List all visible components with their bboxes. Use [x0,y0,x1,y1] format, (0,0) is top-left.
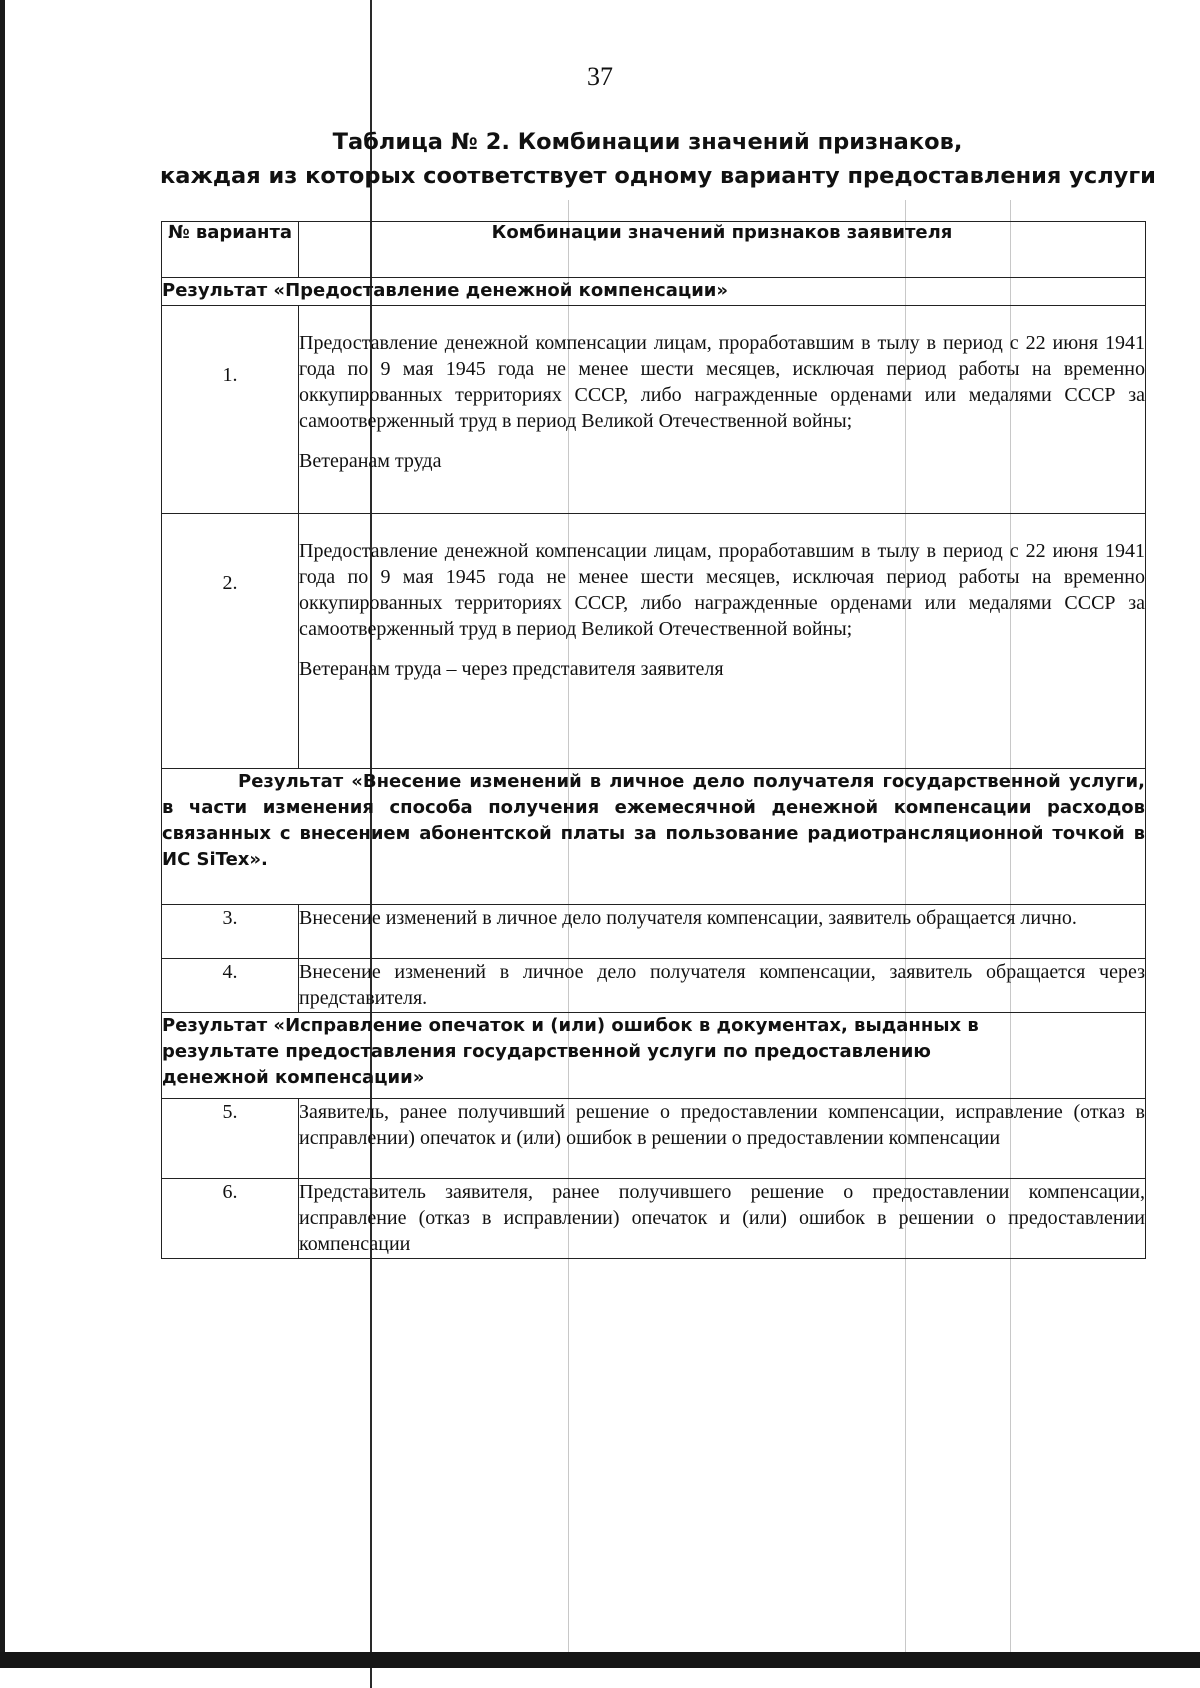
variant-text: Предоставление денежной компенсации лицам, проработавшим в тылу в период с 22 июня 1941 года по 9 мая 1945 года не менее шести месяцев, исключая период работы на временно оккупированных территориях СССР, либо награжденные орденами или медалями СССР за самоотверженный труд в период Великой Отечественной войны; [299,540,1145,640]
variant-description [299,514,1146,769]
variant-number: 5. [162,1099,299,1179]
header-combinations: Комбинации значений признаков заявителя [299,222,1146,278]
page-number: 37 [587,62,613,91]
variant-description [299,306,1146,514]
scan-edge-left [0,0,5,1668]
variants-table [161,221,1146,1259]
table-row [162,959,1146,1013]
variant-number: 4. [162,959,299,1013]
result-row [162,769,1146,905]
variant-text: Предоставление денежной компенсации лицам, проработавшим в тылу в период с 22 июня 1941 года по 9 мая 1945 года не менее шести месяцев, исключая период работы на временно оккупированных территориях СССР, либо награжденные орденами или медалями СССР за самоотверженный труд в период Великой Отечественной войны; [299,332,1145,432]
variant-number: 2. [162,514,299,769]
table-row [162,514,1146,769]
table-title-line-2: каждая из которых соответствует одному варианту предоставления услуги [160,163,1156,189]
variant-number: 3. [162,905,299,959]
table-row [162,905,1146,959]
result-row [162,278,1146,306]
variant-subtext: Ветеранам труда – через представителя заявителя [299,658,724,680]
table-header-row [162,222,1146,278]
variant-description: Внесение изменений в личное дело получателя компенсации, заявитель обращается лично. [299,905,1146,959]
table-title [160,125,1156,193]
variant-description: Внесение изменений в личное дело получателя компенсации, заявитель обращается через представителя. [299,959,1146,1013]
table-row [162,1179,1146,1259]
variant-number: 1. [162,306,299,514]
result-heading: Результат «Предоставление денежной компенсации» [162,278,1146,306]
table-title-line-1: Таблица № 2. Комбинации значений признаков, [332,129,963,155]
header-variant-number: № варианта [162,222,299,278]
table-row [162,306,1146,514]
variant-description: Заявитель, ранее получивший решение о предоставлении компенсации, исправление (отказ в исправлении) опечаток и (или) ошибок в решении о предоставлении компенсации [299,1099,1146,1179]
result-row [162,1013,1146,1099]
variant-number: 6. [162,1179,299,1259]
variant-description: Представитель заявителя, ранее получившего решение о предоставлении компенсации, исправление (отказ в исправлении) опечаток и (или) ошибок в решении о предоставлении компенсации [299,1179,1146,1259]
scan-edge-bottom [0,1652,1200,1668]
table-row [162,1099,1146,1179]
result-heading: Результат «Внесение изменений в личное дело получателя государственной услуги, в части изменения способа получения ежемесячной денежной компенсации расходов связанных с внесением абонентской платы за пользование радиотрансляционной точкой в ИС SiTex». [162,769,1146,905]
result-heading: Результат «Исправление опечаток и (или) ошибок в документах, выданных в результате предоставления государственной услуги по предоставлению денежной компенсации» [162,1013,1146,1099]
variant-subtext: Ветеранам труда [299,450,442,472]
